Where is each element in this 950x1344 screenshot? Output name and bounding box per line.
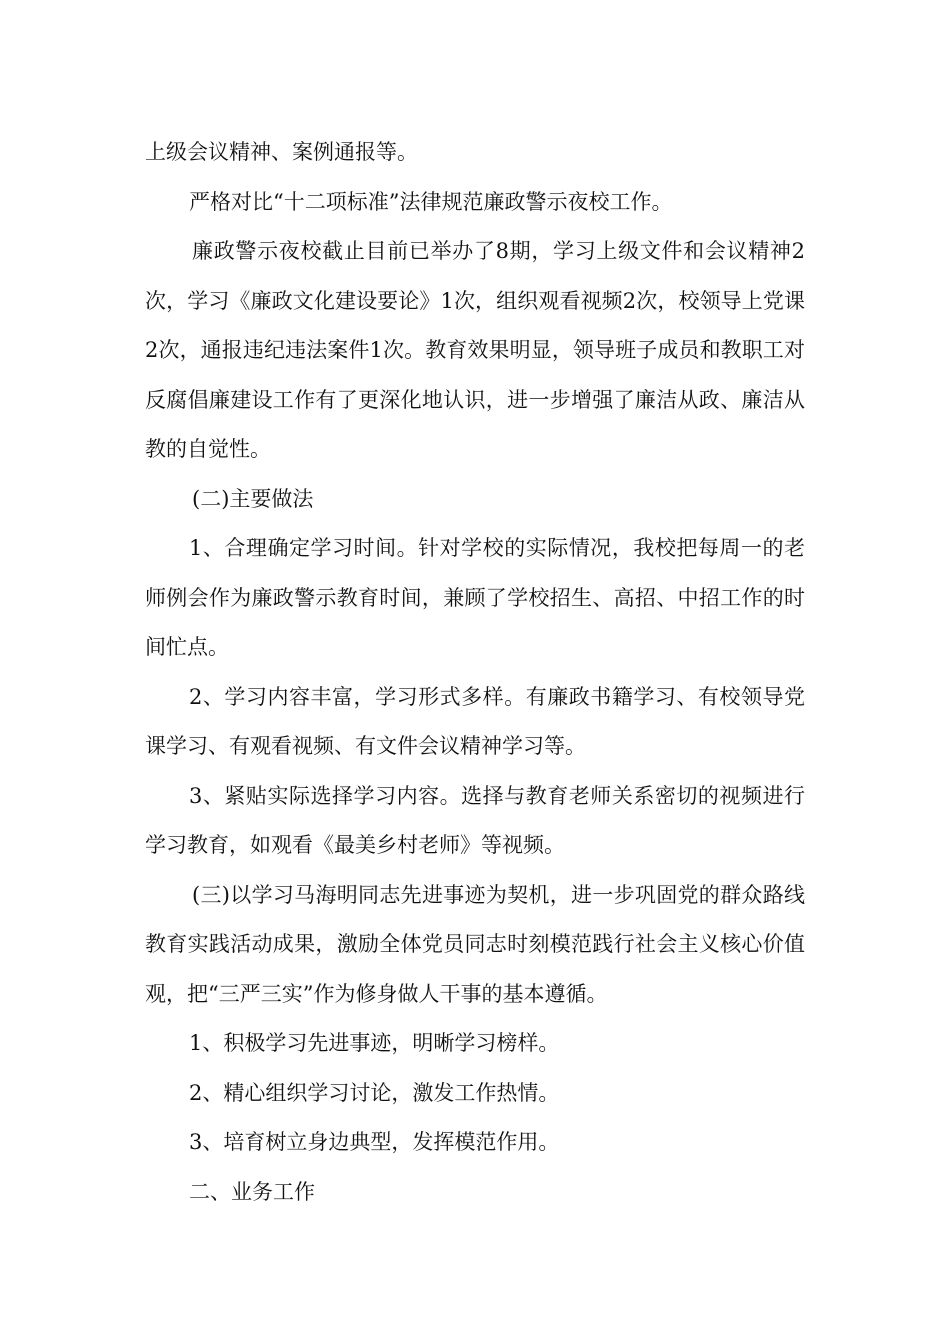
list-item-organize-discussion: 2、精心组织学习讨论，激发工作热情。 — [189, 1080, 560, 1105]
section-heading-main-methods: (二)主要做法 — [192, 486, 314, 511]
list-item-study-content: 2、学习内容丰富，学习形式多样。有廉政书籍学习、有校领导党课学习、有观看视频、有文件会议精神学习等。 — [145, 684, 805, 758]
list-item-learn-deeds: 1、积极学习先进事迹，明晰学习榜样。 — [189, 1031, 560, 1055]
section-heading-model-learning: (三)以学习马海明同志先进事迹为契机，进一步巩固党的群众路线教育实践活动成果，激励全体党员同志时刻模范践行社会主义核心价值观，把“三严三实”作为修身做人干事的基本遵循。 — [145, 882, 805, 1006]
list-item-practical-selection: 3、紧贴实际选择学习内容。选择与教育老师关系密切的视频进行学习教育，如观看《最美乡村老师》等视频。 — [145, 783, 805, 857]
section-heading-business-work: 二、业务工作 — [189, 1179, 315, 1204]
paragraph-night-school-summary: 廉政警示夜校截止目前已举办了8期，学习上级文件和会议精神2次，学习《廉政文化建设要论》1次，组织观看视频2次，校领导上党课2次，通报违纪违法案件1次。教育效果明显，领导班子成员和教职工对反腐倡廉建设工作有了更深化地认识，进一步增强了廉洁从政、廉洁从教的自觉性。 — [145, 239, 805, 461]
list-item-cultivate-models: 3、培育树立身边典型，发挥模范作用。 — [189, 1130, 560, 1154]
paragraph-standards: 严格对比“十二项标准”法律规范廉政警示夜校工作。 — [189, 189, 673, 214]
paragraph-continuation: 上级会议精神、案例通报等。 — [145, 140, 418, 164]
list-item-study-time: 1、合理确定学习时间。针对学校的实际情况，我校把每周一的老师例会作为廉政警示教育时间，兼顾了学校招生、高招、中招工作的时间忙点。 — [145, 536, 805, 659]
document-body — [145, 128, 805, 1217]
